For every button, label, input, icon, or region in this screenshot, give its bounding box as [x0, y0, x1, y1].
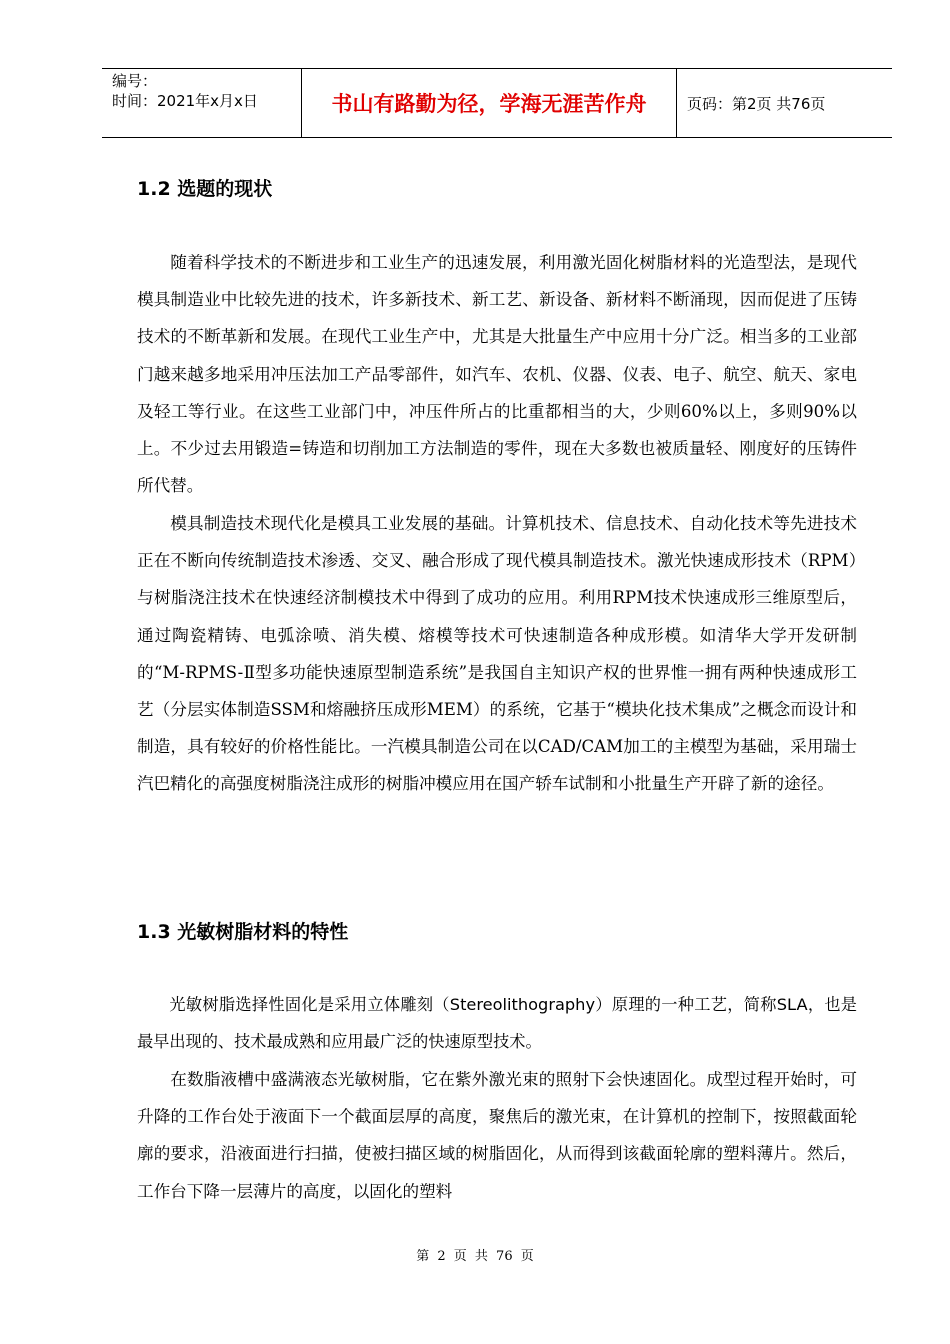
header-meta	[102, 69, 302, 137]
paragraph: 在数脂液槽中盛满液态光敏树脂，它在紫外激光束的照射下会快速固化。成型过程开始时，可升降的工作台处于液面下一个截面层厚的高度，聚焦后的激光束，在计算机的控制下，按照截面轮廓的要求，沿液面进行扫描，使被扫描区域的树脂固化，从而得到该截面轮廓的塑料薄片。然后，工作台下降一层薄片的高度，以固化的塑料	[137, 1070, 857, 1201]
paragraph: 随着科学技术的不断进步和工业生产的迅速发展，利用激光固化树脂材料的光造型法，是现代模具制造业中比较先进的技术，许多新技术、新工艺、新设备、新材料不断涌现，因而促进了压铸技术的不断革新和发展。在现代工业生产中，尤其是大批量生产中应用十分广泛。相当多的工业部门越来越多地采用冲压法加工产品零部件，如汽车、农机、仪器、仪表、电子、航空、航天、家电及轻工等行业。在这些工业部门中，冲压件所占的比重都相当的大，少则60%以上，多则90%以上。不少过去用锻造=铸造和切削加工方法制造的零件，现在大多数也被质量轻、刚度好的压铸件所代替。	[137, 253, 857, 496]
page-footer: 第 2 页 共 76 页	[416, 1249, 534, 1264]
paragraph: 模具制造技术现代化是模具工业发展的基础。计算机技术、信息技术、自动化技术等先进技术正在不断向传统制造技术渗透、交叉、融合形成了现代模具制造技术。激光快速成形技术（RPM）与树脂浇注技术在快速经济制模技术中得到了成功的应用。利用RPM技术快速成形三维原型后，通过陶瓷精铸、电弧涂喷、消失模、熔模等技术可快速制造各种成形模。如清华大学开发研制的“M-RPMS-Ⅱ型多功能快速原型制造系统”是我国自主知识产权的世界惟一拥有两种快速成形工艺（分层实体制造SSM和熔融挤压成形MEM）的系统，它基于“模块化技术集成”之概念而设计和制造，具有较好的价格性能比。一汽模具制造公司在以CAD/CAM加工的主模型为基础，采用瑞士汽巴精化的高强度树脂浇注成形的树脂冲模应用在国产轿车试制和小批量生产开辟了新的途径。	[137, 514, 857, 794]
paragraph: 光敏树脂选择性固化是采用立体雕刻（Stereolithography）原理的一种工艺，简称SLA，也是最早出现的、技术最成熟和应用最广泛的快速原型技术。	[137, 995, 857, 1052]
section-heading-1-2: 1.2 选题的现状	[137, 178, 273, 200]
number-label: 编号：	[112, 72, 158, 90]
header-page-label: 页码：第2页 共76页	[687, 94, 826, 113]
section-heading-1-3: 1.3 光敏树脂材料的特性	[137, 921, 349, 943]
page-header	[102, 68, 892, 138]
header-motto: 书山有路勤为径，学海无涯苦作舟	[302, 69, 677, 137]
time-label: 时间：2021年x月x日	[112, 92, 258, 110]
